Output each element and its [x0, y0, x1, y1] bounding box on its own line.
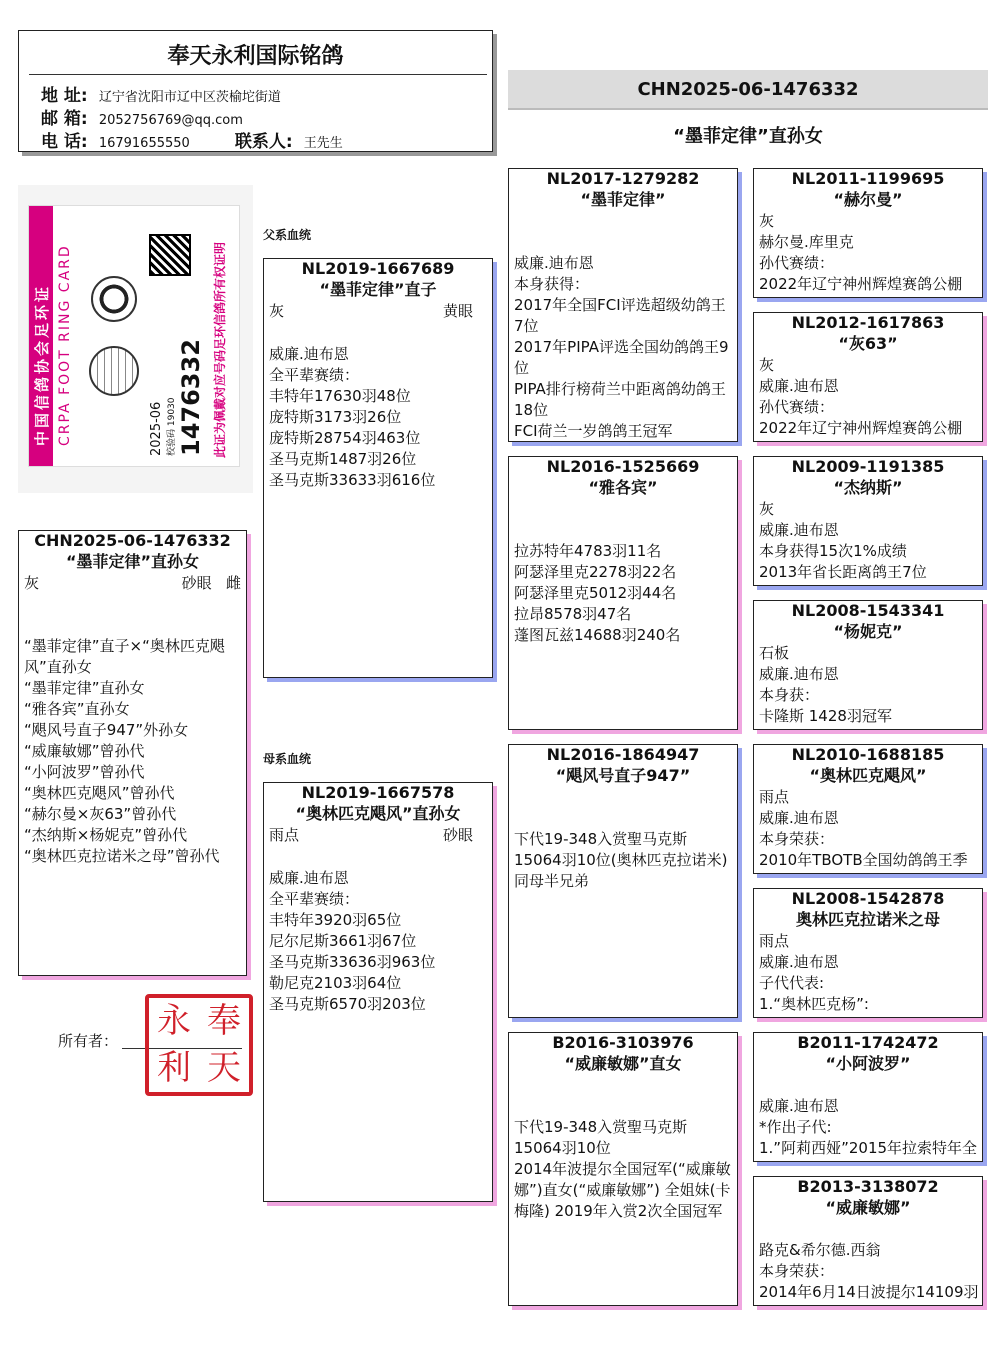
main-sex: 雌 — [225, 574, 241, 592]
detail-line: “奥林匹克飓风”曾孙代 — [24, 784, 175, 802]
sire-ring: NL2019-1667689 — [301, 259, 455, 278]
main-ring: CHN2025-06-1476332 — [34, 531, 231, 550]
breeder-header — [18, 30, 493, 152]
main-lines — [19, 636, 246, 867]
detail-line: 圣马克斯33636羽963位 — [269, 953, 436, 971]
card-vertical-cn: 中国信鸽协会足环证 — [33, 283, 51, 446]
crpa-seal-icon — [91, 276, 137, 322]
ggp-lines — [754, 1219, 982, 1303]
ggp-lines — [754, 931, 982, 1015]
detail-line: 威廉.迪布恩 — [759, 809, 839, 827]
qr-code-icon — [149, 234, 191, 276]
detail-line: 雨点 — [759, 788, 790, 806]
detail-line: 卡隆斯 1428羽冠军 — [759, 707, 892, 725]
gp-name: “飓风号直子947” — [555, 766, 691, 785]
stamp-char-1: 永 — [157, 1001, 191, 1041]
detail-line: 本身获： — [759, 686, 820, 704]
detail-line: 庞特斯3173羽26位 — [269, 408, 402, 426]
detail-line: 全平辈赛绩： — [269, 366, 360, 384]
gp-card-2 — [508, 456, 738, 730]
detail-line: PIPA排行榜荷兰中距离鸽幼鸽王18位 — [514, 380, 726, 419]
ggp-ring: NL2008-1542878 — [791, 889, 945, 908]
ggp-lines — [754, 643, 982, 727]
email-value[interactable]: 2052756769@qq.com — [98, 113, 243, 128]
detail-line: 圣马克斯6570羽203位 — [269, 995, 426, 1013]
main-attrs — [19, 573, 246, 594]
contact-block — [41, 85, 343, 154]
detail-line: 全平辈赛绩： — [269, 890, 360, 908]
detail-line: 威廉.迪布恩 — [759, 521, 839, 539]
ggp-card-7 — [753, 1032, 983, 1162]
detail-line: 本身获得： — [514, 275, 590, 293]
detail-line: FCI荷兰一岁鸽鸽王冠军 — [514, 422, 673, 440]
detail-line: 本身荣获： — [759, 1262, 835, 1280]
ggp-lines — [754, 499, 982, 583]
address-label: 地 址: — [41, 86, 88, 106]
gp-lines — [509, 499, 737, 646]
gp-lines — [509, 787, 737, 892]
breeder-title: 奉天永利国际铭鸽 — [167, 44, 344, 69]
ggp-name: “威廉敏娜” — [825, 1198, 911, 1217]
detail-line: 威廉.迪布恩 — [759, 665, 839, 683]
detail-line: 庞特斯28754羽463位 — [269, 429, 421, 447]
detail-line: “小阿波罗”曾孙代 — [24, 763, 145, 781]
subject-ring-bar — [508, 70, 988, 110]
ggp-name: “奥林匹克飓风” — [809, 766, 927, 785]
phone-label: 电 话: — [41, 132, 88, 152]
dam-ring: NL2019-1667578 — [301, 783, 455, 802]
address-value: 辽宁省沈阳市辽中区茨榆坨街道 — [98, 90, 281, 105]
detail-line: 2022年辽宁神州辉煌赛鸽公棚 — [759, 419, 963, 437]
detail-line: 威廉.迪布恩 — [759, 1097, 839, 1115]
detail-line: 雨点 — [759, 932, 790, 950]
ggp-ring: B2011-1742472 — [797, 1033, 939, 1052]
detail-line: “雅各宾”直孙女 — [24, 700, 130, 718]
sire-attrs — [264, 301, 492, 322]
detail-line: 威廉.迪布恩 — [269, 869, 349, 887]
ggp-ring: NL2010-1688185 — [791, 745, 945, 764]
sire-color: 灰 — [269, 302, 285, 320]
detail-line: 2017年PIPA评选全国幼鸽鸽王9位 — [514, 338, 729, 377]
detail-line: “飓风号直子947”外孙女 — [24, 721, 189, 739]
dam-eye: 砂眼 — [442, 826, 473, 844]
detail-line — [509, 211, 737, 232]
owner-label: 所有者： — [58, 1032, 119, 1050]
gp-name: “雅各宾” — [588, 478, 658, 497]
detail-line: 灰 — [759, 212, 775, 230]
detail-line: 2022年辽宁神州辉煌赛鸽公棚 — [759, 275, 963, 293]
ggp-name: “赫尔曼” — [833, 190, 903, 209]
dam-name: “奥林匹克飓风”直孙女 — [295, 804, 461, 823]
gp-lines — [509, 1075, 737, 1222]
detail-line: 威廉.迪布恩 — [759, 377, 839, 395]
ggp-name: “杰纳斯” — [833, 478, 903, 497]
detail-line: 灰 — [759, 356, 775, 374]
detail-line: 蓬图瓦兹14688羽240名 — [514, 626, 681, 644]
detail-line: 孙代赛绩： — [759, 254, 835, 272]
main-name: “墨菲定律”直孙女 — [65, 552, 200, 571]
main-color: 灰 — [24, 574, 40, 592]
detail-line: 石板 — [759, 644, 790, 662]
owner-stamp — [145, 994, 253, 1096]
subject-pigeon-card — [18, 530, 247, 976]
detail-line — [509, 520, 737, 541]
stamp-char-3: 利 — [157, 1048, 191, 1088]
gp-ring: NL2016-1525669 — [546, 457, 700, 476]
dam-line-label: 母系血统 — [263, 752, 312, 766]
ggp-ring: NL2011-1199695 — [791, 169, 945, 188]
detail-line: 赫尔曼.库里克 — [759, 233, 854, 251]
card-check: 校验码 19030 — [167, 397, 177, 456]
ggp-ring: NL2008-1543341 — [791, 601, 945, 620]
gp-ring: NL2016-1864947 — [546, 745, 700, 764]
ggp-card-6 — [753, 888, 983, 1018]
detail-line: 2014年波提尔全国冠军(“威廉敏娜”)直女(“威廉敏娜”) 全姐妹(卡梅隆) 2019年入赏2次全国冠军 — [514, 1160, 731, 1220]
gp-name: “威廉敏娜”直女 — [564, 1054, 682, 1073]
sire-name: “墨菲定律”直子 — [319, 280, 437, 299]
detail-line: 2017年全国FCI评选超级幼鸽王7位 — [514, 296, 726, 335]
ggp-lines — [754, 1075, 982, 1159]
ggp-name: “小阿波罗” — [825, 1054, 911, 1073]
detail-line: “威廉敏娜”曾孙代 — [24, 742, 145, 760]
ggp-lines — [754, 787, 982, 871]
detail-line: 2010年TBOTB全国幼鸽鸽王季 — [759, 851, 968, 869]
detail-line: 拉昂8578羽47名 — [514, 605, 632, 623]
dam-attrs — [264, 825, 492, 846]
ring-card-body — [28, 205, 240, 467]
ggp-name: “灰63” — [838, 334, 898, 353]
contact-value: 王先生 — [303, 136, 343, 151]
gp-card-3 — [508, 744, 738, 1018]
detail-line: 本身获得15次1%成绩 — [759, 542, 907, 560]
gp-name: “墨菲定律” — [580, 190, 666, 209]
card-side-note: 此证为佩戴对应号码足环信鸽所有权证明 — [213, 241, 227, 458]
card-number: 1476332 — [177, 339, 205, 456]
detail-line: “墨菲定律”直孙女 — [24, 679, 145, 697]
detail-line: “奥林匹克拉诺米之母”曾孙代 — [24, 847, 220, 865]
detail-line — [754, 1219, 982, 1240]
detail-line — [509, 1075, 737, 1096]
main-eye: 砂眼 — [181, 574, 212, 592]
dam-card — [263, 782, 493, 1202]
detail-line: 威廉.迪布恩 — [514, 254, 594, 272]
detail-line — [509, 499, 737, 520]
ggp-card-4 — [753, 600, 983, 730]
detail-line: “墨菲定律”直子×“奥林匹克飓风”直孙女 — [24, 637, 225, 676]
detail-line — [509, 1096, 737, 1117]
detail-line: 本身荣获： — [759, 830, 835, 848]
detail-line: 孙代赛绩： — [759, 398, 835, 416]
detail-line: 1.”阿莉西娅”2015年拉索特年全 — [759, 1139, 978, 1157]
detail-line: 子代代表: — [759, 974, 825, 992]
sire-lines — [264, 344, 492, 491]
dam-color: 雨点 — [269, 826, 300, 844]
detail-line: “赫尔曼×灰63”曾孙代 — [24, 805, 177, 823]
sire-line-label: 父系血统 — [263, 228, 312, 242]
ggp-card-2 — [753, 312, 983, 442]
detail-line: 丰特年3920羽65位 — [269, 911, 402, 929]
detail-line: 拉苏特年4783羽11名 — [514, 542, 662, 560]
detail-line: *作出子代: — [759, 1118, 832, 1136]
gp-card-1 — [508, 168, 738, 442]
ggp-name: 奥林匹克拉诺米之母 — [795, 910, 940, 929]
detail-line: 2013年省长距离鸽王7位 — [759, 563, 927, 581]
email-label: 邮 箱: — [41, 109, 88, 129]
sire-card — [263, 258, 493, 678]
detail-line: 下代19-348入赏聖马克斯15064羽10位 — [514, 1118, 688, 1157]
gp-card-4 — [508, 1032, 738, 1306]
contact-label: 联系人: — [234, 132, 293, 152]
detail-line: 威廉.迪布恩 — [759, 953, 839, 971]
phone-value: 16791655550 — [98, 136, 190, 151]
subject-name: “墨菲定律”直孙女 — [673, 126, 823, 147]
detail-line — [509, 232, 737, 253]
stamp-char-2: 奉 — [207, 1001, 241, 1041]
detail-line: 阿瑟泽里克2278羽22名 — [514, 563, 677, 581]
detail-line: 1.“奥林匹克杨”: — [759, 995, 869, 1013]
detail-line — [754, 1075, 982, 1096]
ggp-card-3 — [753, 456, 983, 586]
ggp-ring: B2013-3138072 — [797, 1177, 939, 1196]
detail-line: 圣马克斯1487羽26位 — [269, 450, 417, 468]
ggp-lines — [754, 211, 982, 295]
ggp-card-5 — [753, 744, 983, 874]
sire-eye: 黄眼 — [442, 302, 473, 320]
ring-card-image — [18, 185, 253, 493]
detail-line — [509, 787, 737, 808]
globe-icon — [89, 346, 139, 396]
detail-line: “杰纳斯×杨妮克”曾孙代 — [24, 826, 188, 844]
detail-line: 圣马克斯33633羽616位 — [269, 471, 436, 489]
ggp-name: “杨妮克” — [833, 622, 903, 641]
ggp-ring: NL2009-1191385 — [791, 457, 945, 476]
gp-ring: NL2017-1279282 — [546, 169, 700, 188]
detail-line: 下代19-348入赏聖马克斯15064羽10位(奥林匹克拉诺米)同母半兄弟 — [514, 830, 728, 890]
gp-lines — [509, 211, 737, 442]
detail-line: 灰 — [759, 500, 775, 518]
gp-ring: B2016-3103976 — [552, 1033, 694, 1052]
ggp-card-8 — [753, 1176, 983, 1306]
detail-line: 路克&希尔德.西翁 — [759, 1241, 881, 1259]
card-vertical-en: CRPA FOOT RING CARD — [57, 244, 73, 446]
detail-line — [509, 808, 737, 829]
subject-ring: CHN2025-06-1476332 — [637, 79, 859, 100]
ggp-ring: NL2012-1617863 — [791, 313, 945, 332]
header-divider — [29, 74, 487, 75]
detail-line: 阿瑟泽里克5012羽44名 — [514, 584, 677, 602]
detail-line: 勒尼克2103羽64位 — [269, 974, 402, 992]
detail-line: 尼尔尼斯3661羽67位 — [269, 932, 417, 950]
detail-line: 丰特年17630羽48位 — [269, 387, 411, 405]
detail-line: 2014年6月14日波提尔14109羽 — [759, 1283, 979, 1301]
card-code: 2025-06 — [149, 401, 164, 456]
dam-lines — [264, 868, 492, 1015]
detail-line: 威廉.迪布恩 — [269, 345, 349, 363]
stamp-char-4: 天 — [207, 1048, 241, 1088]
ggp-lines — [754, 355, 982, 439]
ggp-card-1 — [753, 168, 983, 298]
